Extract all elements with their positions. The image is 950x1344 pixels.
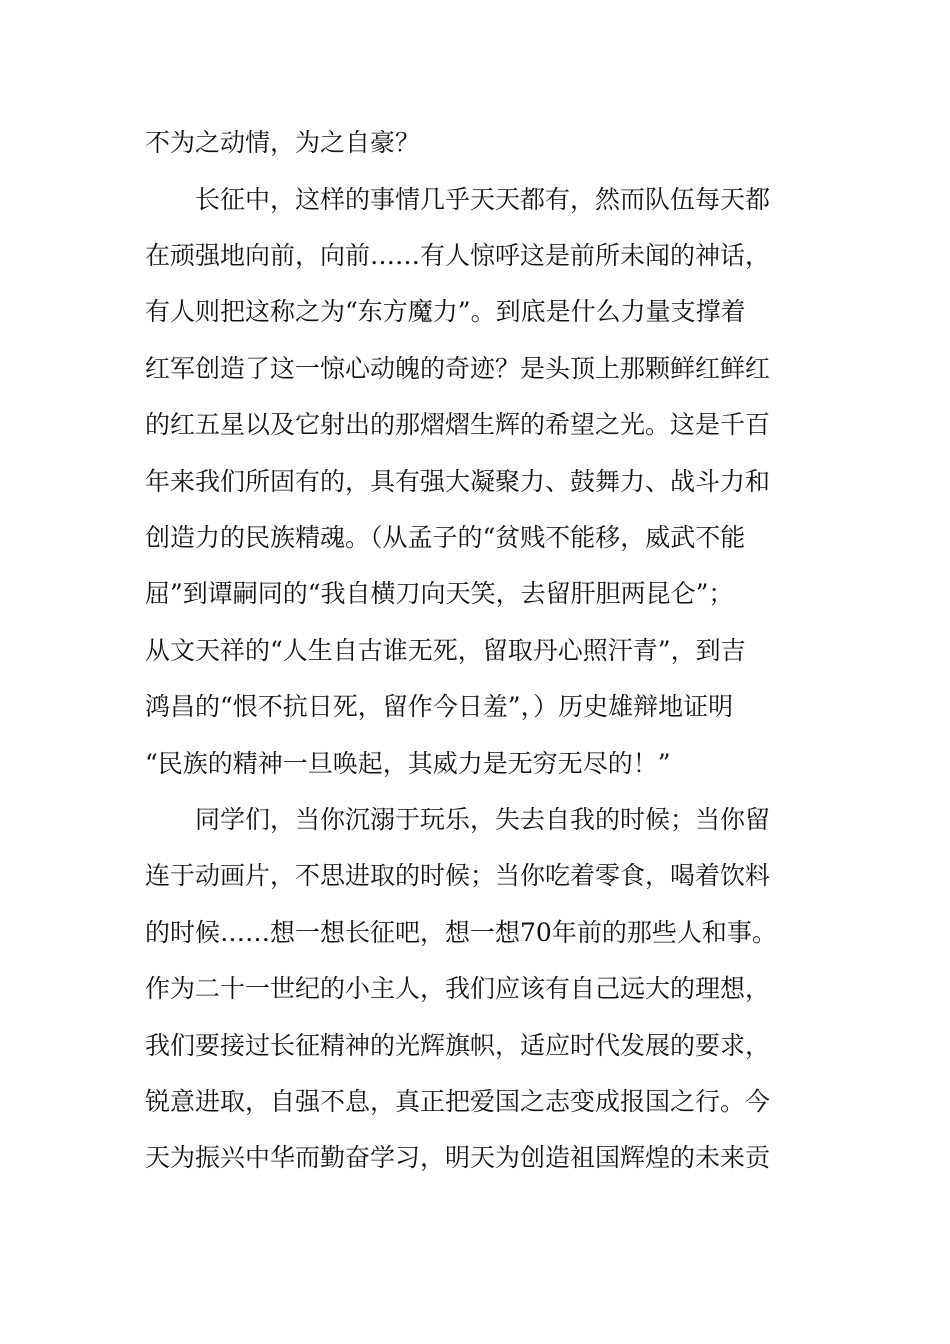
text-line: 年来我们所固有的，具有强大凝聚力、鼓舞力、战斗力和 <box>145 467 771 496</box>
text-line: “民族的精神一旦唤起，其威力是无穷无尽的！” <box>145 749 671 778</box>
text-line: 屈”到谭嗣同的“我自横刀向天笑，去留肝胆两昆仑”； <box>145 579 734 608</box>
text-line: 的红五星以及它射出的那熠熠生辉的希望之光。这是千百 <box>145 410 771 439</box>
text-line: 创造力的民族精魂。（从孟子的“贫贱不能移，威武不能 <box>145 523 746 552</box>
text-line: 作为二十一世纪的小主人，我们应该有自己远大的理想， <box>145 974 771 1003</box>
text-line: 在顽强地向前，向前……有人惊呼这是前所未闻的神话， <box>145 241 771 270</box>
text-line: 连于动画片，不思进取的时候；当你吃着零食，喝着饮料 <box>145 861 771 890</box>
text-line: 同学们，当你沉溺于玩乐，失去自我的时候；当你留 <box>145 805 771 834</box>
text-line: 鸿昌的“恨不抗日死，留作今日羞”，）历史雄辩地证明 <box>145 692 734 721</box>
text-line: 天为振兴中华而勤奋学习，明天为创造祖国辉煌的未来贡 <box>145 1143 771 1172</box>
text-line: 长征中，这样的事情几乎天天都有，然而队伍每天都 <box>145 185 771 214</box>
text-line: 有人则把这称之为“东方魔力”。到底是什么力量支撑着 <box>145 297 746 326</box>
text-line: 从文天祥的“人生自古谁无死，留取丹心照汗青”，到吉 <box>145 636 746 665</box>
text-line: 红军创造了这一惊心动魄的奇迹？是头顶上那颗鲜红鲜红 <box>145 354 771 383</box>
text-line: 不为之动情，为之自豪？ <box>145 128 421 157</box>
text-line: 我们要接过长征精神的光辉旗帜，适应时代发展的要求， <box>145 1031 771 1060</box>
text-line: 的时候……想一想长征吧，想一想70年前的那些人和事。 <box>145 918 777 947</box>
text-line: 锐意进取，自强不息，真正把爱国之志变成报国之行。今 <box>145 1087 771 1116</box>
